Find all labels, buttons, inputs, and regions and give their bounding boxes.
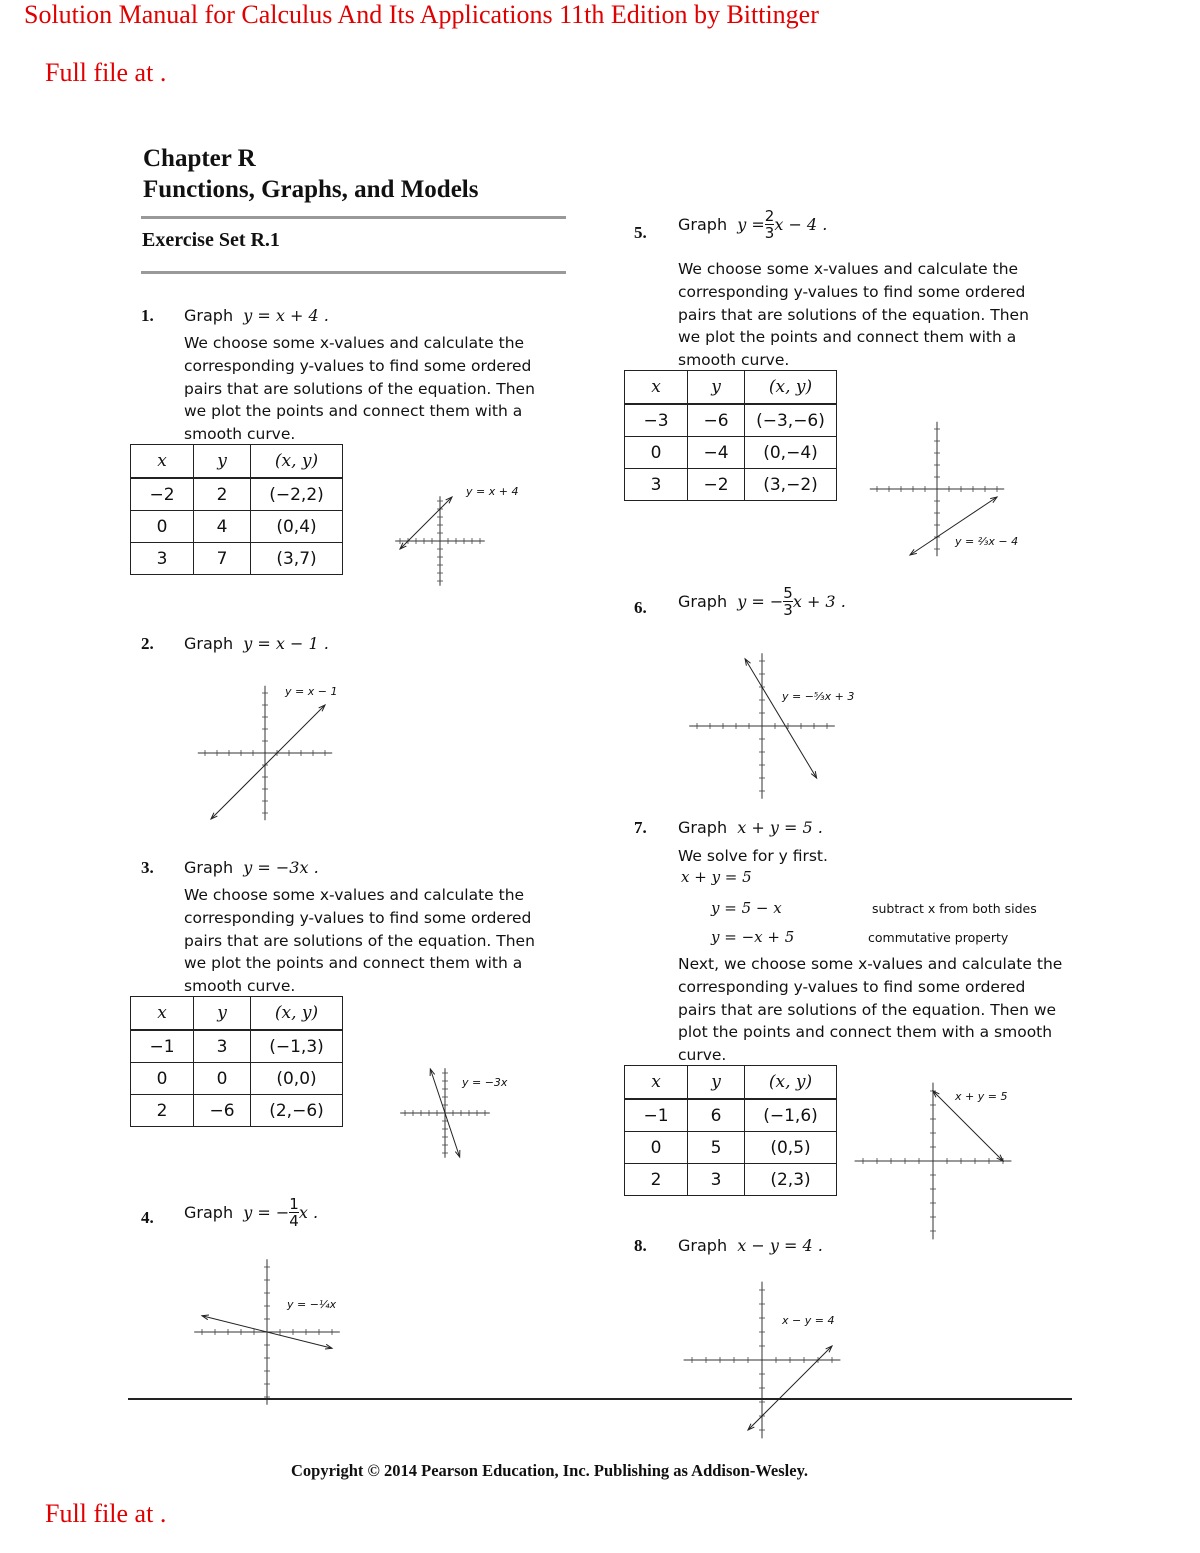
table-cell: (0,5) bbox=[745, 1132, 837, 1164]
table-cell: (−2,2) bbox=[251, 478, 343, 511]
problem-7-step-1: x + y = 5 bbox=[681, 868, 752, 886]
problem-3-label: Graph bbox=[184, 858, 234, 877]
problem-5-label: Graph bbox=[678, 215, 728, 234]
table-header-y: y bbox=[194, 445, 251, 479]
table-header-x: x bbox=[625, 371, 688, 405]
problem-1-label: Graph bbox=[184, 306, 234, 325]
problem-8-number: 8. bbox=[634, 1236, 647, 1255]
table-cell: 3 bbox=[688, 1164, 745, 1196]
problem-4-graph-label: y = −¼x bbox=[287, 1298, 337, 1311]
table-cell: −4 bbox=[688, 437, 745, 469]
full-file-link-bottom[interactable]: Full file at . bbox=[45, 1499, 167, 1528]
problem-7-step-2-note: subtract x from both sides bbox=[872, 901, 1037, 916]
problem-6-graph-label: y = −⁵⁄₃x + 3 bbox=[782, 690, 855, 703]
table-cell: −2 bbox=[131, 478, 194, 511]
problem-4-eq-rhs: x . bbox=[298, 1203, 319, 1222]
table-header-y: y bbox=[688, 1066, 745, 1100]
table-cell: 0 bbox=[625, 437, 688, 469]
problem-2-graph-label: y = x − 1 bbox=[285, 685, 338, 698]
table-cell: 6 bbox=[688, 1099, 745, 1132]
table-cell: (2,−6) bbox=[251, 1095, 343, 1127]
problem-7-solve-text: We solve for y first. bbox=[678, 847, 828, 865]
table-cell: 5 bbox=[688, 1132, 745, 1164]
problem-5-denominator: 3 bbox=[764, 224, 775, 242]
problem-6-denominator: 3 bbox=[783, 601, 793, 619]
problem-6-eq-lhs: y = − bbox=[737, 592, 784, 611]
table-cell: (−1,6) bbox=[745, 1099, 837, 1132]
document-title-banner: Solution Manual for Calculus And Its Applications 11th Edition by Bittinger bbox=[24, 0, 819, 29]
table-header-xy: (x, y) bbox=[745, 371, 837, 405]
problem-1-explanation: We choose some x-values and calculate the corresponding y-values to find some ordered pairs that are solutions of the equation. Then we plot the points and connect them with a smooth curve. bbox=[184, 334, 535, 444]
problem-1-number: 1. bbox=[141, 306, 154, 325]
table-cell: (2,3) bbox=[745, 1164, 837, 1196]
problem-7-explanation: Next, we choose some x-values and calculate the corresponding y-values to find some ordered pairs that are solutions of the equation. Then we plot the points and connect them with a smooth curve. bbox=[678, 955, 1063, 1065]
problem-4-eq-lhs: y = − bbox=[243, 1203, 290, 1222]
problem-6-eq-rhs: x + 3 . bbox=[792, 592, 846, 611]
problem-3-number: 3. bbox=[141, 858, 154, 877]
table-header-y: y bbox=[688, 371, 745, 405]
table-cell: (0,4) bbox=[251, 511, 343, 543]
problem-3-graph-label: y = −3x bbox=[462, 1076, 508, 1089]
problem-5-explanation: We choose some x-values and calculate the corresponding y-values to find some ordered pairs that are solutions of the equation. Then we plot the points and connect them with a smooth curve. bbox=[678, 260, 1029, 370]
table-cell: (3,−2) bbox=[745, 469, 837, 501]
problem-8-graph-label: x − y = 4 bbox=[782, 1314, 835, 1327]
table-cell: 2 bbox=[131, 1095, 194, 1127]
table-cell: −1 bbox=[625, 1099, 688, 1132]
table-cell: −3 bbox=[625, 404, 688, 437]
problem-6-label: Graph bbox=[678, 592, 728, 611]
table-cell: 2 bbox=[194, 478, 251, 511]
problem-7-graph-label: x + y = 5 bbox=[955, 1090, 1008, 1103]
table-header-xy: (x, y) bbox=[251, 445, 343, 479]
table-header-xy: (x, y) bbox=[745, 1066, 837, 1100]
table-cell: −1 bbox=[131, 1030, 194, 1063]
problem-4-numerator: 1 bbox=[289, 1195, 299, 1213]
table-cell: (0,0) bbox=[251, 1063, 343, 1095]
problem-5-eq-lhs: y = bbox=[737, 215, 765, 234]
table-cell: (3,7) bbox=[251, 543, 343, 575]
problem-7-step-2: y = 5 − x bbox=[711, 899, 782, 917]
problem-6-numerator: 5 bbox=[783, 584, 793, 602]
problem-7-label: Graph bbox=[678, 818, 728, 837]
full-file-link-top[interactable]: Full file at . bbox=[45, 58, 167, 87]
table-cell: −6 bbox=[194, 1095, 251, 1127]
problem-8-equation: x − y = 4 . bbox=[737, 1236, 823, 1255]
problem-5-graph-label: y = ⅔x − 4 bbox=[955, 535, 1019, 548]
problem-2-label: Graph bbox=[184, 634, 234, 653]
table-cell: 7 bbox=[194, 543, 251, 575]
table-header-x: x bbox=[625, 1066, 688, 1100]
problem-4-number: 4. bbox=[141, 1208, 154, 1227]
problem-5-number: 5. bbox=[634, 223, 647, 242]
table-cell: 3 bbox=[194, 1030, 251, 1063]
chapter-number: Chapter R bbox=[143, 145, 256, 172]
chapter-title: Functions, Graphs, and Models bbox=[143, 176, 479, 203]
problem-4-label: Graph bbox=[184, 1203, 234, 1222]
problem-3-explanation: We choose some x-values and calculate the corresponding y-values to find some ordered pairs that are solutions of the equation. Then we plot the points and connect them with a smooth curve. bbox=[184, 886, 535, 996]
table-cell: (−1,3) bbox=[251, 1030, 343, 1063]
table-header-x: x bbox=[131, 445, 194, 479]
problem-6-number: 6. bbox=[634, 598, 647, 617]
problem-7-step-3-note: commutative property bbox=[868, 930, 1009, 945]
table-cell: (−3,−6) bbox=[745, 404, 837, 437]
table-header-x: x bbox=[131, 997, 194, 1031]
problem-4-denominator: 4 bbox=[289, 1212, 299, 1230]
problem-7-equation: x + y = 5 . bbox=[737, 818, 823, 837]
table-cell: 3 bbox=[625, 469, 688, 501]
problem-1-equation: y = x + 4 . bbox=[243, 306, 329, 325]
table-cell: 0 bbox=[131, 511, 194, 543]
problem-5-eq-rhs: x − 4 . bbox=[774, 215, 828, 234]
problem-2-number: 2. bbox=[141, 634, 154, 653]
problem-2-equation: y = x − 1 . bbox=[243, 634, 329, 653]
table-cell: 0 bbox=[194, 1063, 251, 1095]
table-cell: −2 bbox=[688, 469, 745, 501]
table-header-y: y bbox=[194, 997, 251, 1031]
problem-8-label: Graph bbox=[678, 1236, 728, 1255]
table-cell: 2 bbox=[625, 1164, 688, 1196]
exercise-set-title: Exercise Set R.1 bbox=[142, 229, 280, 251]
table-cell: 0 bbox=[625, 1132, 688, 1164]
copyright-notice: Copyright © 2014 Pearson Education, Inc. Publishing as Addison-Wesley. bbox=[291, 1461, 809, 1480]
problem-5-numerator: 2 bbox=[764, 207, 775, 225]
table-cell: 0 bbox=[131, 1063, 194, 1095]
table-cell: −6 bbox=[688, 404, 745, 437]
footer-rule bbox=[128, 1398, 1072, 1400]
problem-7-step-3: y = −x + 5 bbox=[711, 928, 795, 946]
problem-3-equation: y = −3x . bbox=[243, 858, 319, 877]
table-header-xy: (x, y) bbox=[251, 997, 343, 1031]
problem-7-number: 7. bbox=[634, 818, 647, 837]
table-cell: 4 bbox=[194, 511, 251, 543]
problem-1-graph-label: y = x + 4 bbox=[466, 485, 519, 498]
table-cell: 3 bbox=[131, 543, 194, 575]
table-cell: (0,−4) bbox=[745, 437, 837, 469]
